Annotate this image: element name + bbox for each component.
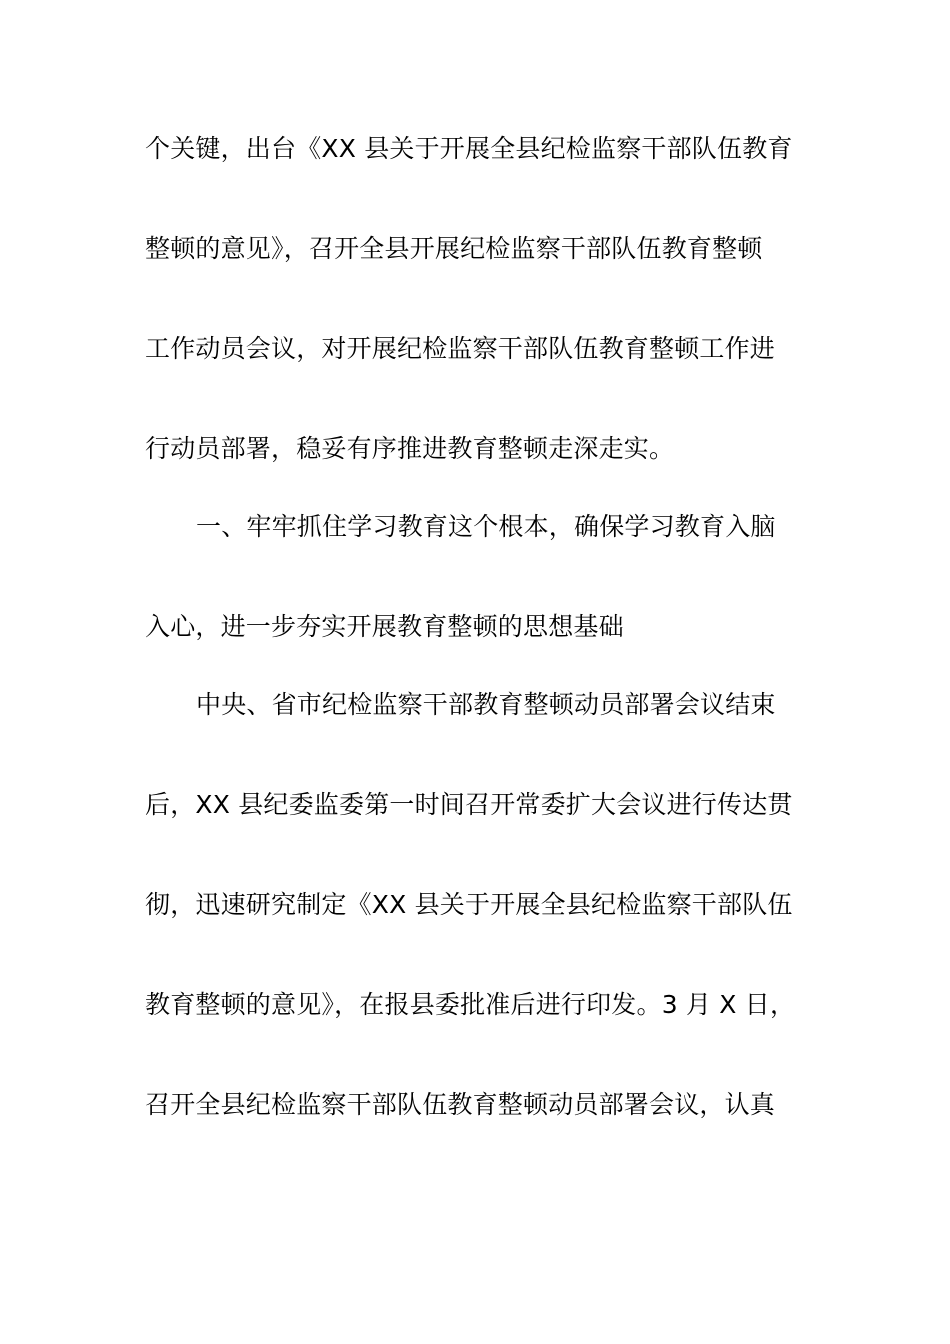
text-line-8: 后，XX 县纪委监委第一时间召开常委扩大会议进行传达贯 — [145, 790, 793, 819]
text-line-1: 个关键，出台《XX 县关于开展全县纪检监察干部队伍教育 — [145, 134, 793, 163]
text-line-11: 召开全县纪检监察干部队伍教育整顿动员部署会议，认真 — [145, 1090, 776, 1119]
text-line-10: 教育整顿的意见》，在报县委批准后进行印发。3 月 X 日， — [145, 990, 796, 1019]
section-heading-line-1: 一、牢牢抓住学习教育这个根本，确保学习教育入脑 — [196, 512, 776, 541]
text-line-3: 工作动员会议，对开展纪检监察干部队伍教育整顿工作进 — [145, 334, 776, 363]
section-heading-line-2: 入心，进一步夯实开展教育整顿的思想基础 — [145, 612, 624, 641]
text-line-2: 整顿的意见》，召开全县开展纪检监察干部队伍教育整顿 — [145, 234, 763, 263]
text-line-4: 行动员部署，稳妥有序推进教育整顿走深走实。 — [145, 434, 675, 463]
text-line-7: 中央、省市纪检监察干部教育整顿动员部署会议结束 — [196, 690, 776, 719]
text-line-9: 彻，迅速研究制定《XX 县关于开展全县纪检监察干部队伍 — [145, 890, 793, 919]
